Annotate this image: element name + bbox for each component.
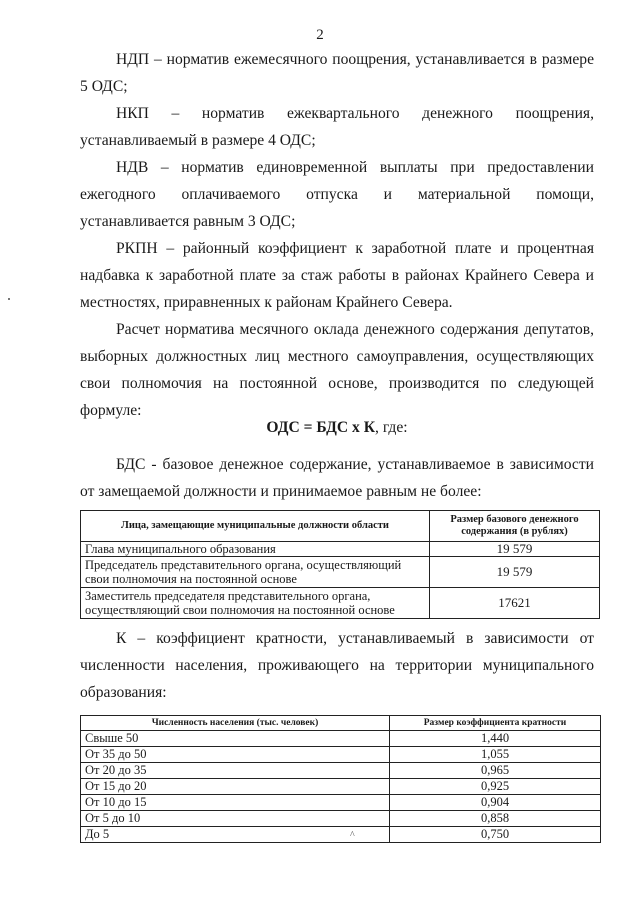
table-cell: Заместитель председателя представительного органа, осуществляющий свои полномочия на постоянной основе (81, 588, 430, 619)
table-row (81, 747, 601, 763)
page-number: 2 (316, 27, 324, 43)
table-cell: Глава муниципального образования (81, 542, 430, 557)
table-header-cell: Лица, замещающие муниципальные должности области (81, 511, 430, 542)
formula-suffix: , где: (375, 419, 408, 436)
table-row (81, 542, 600, 557)
table-row (81, 779, 601, 795)
table-row (81, 811, 601, 827)
paragraph-ndp: НДП – норматив ежемесячного поощрения, устанавливается в размере 5 ОДС; (80, 51, 594, 95)
table-cell: 0,858 (390, 811, 601, 827)
table-cell: 1,440 (390, 731, 601, 747)
scan-mark: ^ (350, 830, 355, 841)
table-row (81, 827, 601, 843)
table-cell: Председатель представительного органа, осуществляющий свои полномочия на постоянной основе (81, 557, 430, 588)
table-header-cell: Численность населения (тыс. человек) (81, 716, 390, 731)
table-cell: Свыше 50 (81, 731, 390, 747)
table-header-row (81, 716, 601, 731)
formula-expression: ОДС = БДС х К (266, 419, 376, 436)
table-cell: От 10 до 15 (81, 795, 390, 811)
table-header-cell: Размер коэффициента кратности (390, 716, 601, 731)
paragraph-raschet: Расчет норматива месячного оклада денежного содержания депутатов, выборных должностных лиц местного самоуправления, осуществляющих свои полномочия на постоянной основе, производится по следующей формуле: (80, 321, 594, 419)
table-cell: 0,750 (390, 827, 601, 843)
table-cell: 0,904 (390, 795, 601, 811)
table-cell: 1,055 (390, 747, 601, 763)
table-row (81, 795, 601, 811)
paragraph-bds: БДС - базовое денежное содержание, устанавливаемое в зависимости от замещаемой должности и принимаемое равным не более: (80, 456, 594, 500)
paragraph-nkp: НКП – норматив ежеквартального денежного поощрения, устанавливаемый в размере 4 ОДС; (80, 105, 594, 149)
paragraph-rkpn: РКПН – районный коэффициент к заработной плате и процентная надбавка к заработной плате за стаж работы в районах Крайнего Севера и местностях, приравненных к районам Крайнего Севера. (80, 240, 594, 311)
table-cell: 19 579 (430, 557, 600, 588)
table-cell: 0,965 (390, 763, 601, 779)
table-header-cell: Размер базового денежного содержания (в рублях) (430, 511, 600, 542)
base-salary-table (80, 510, 600, 619)
table-cell: 0,925 (390, 779, 601, 795)
table-row (81, 557, 600, 588)
table-cell: 17621 (430, 588, 600, 619)
table-row (81, 763, 601, 779)
paragraph-ndv: НДВ – норматив единовременной выплаты при предоставлении ежегодного оплачиваемого отпуска и материальной помощи, устанавливается равным 3 ОДС; (80, 159, 594, 230)
paragraph-k: К – коэффициент кратности, устанавливаемый в зависимости от численности населения, проживающего на территории муниципального образования: (80, 630, 594, 701)
scan-dot (8, 298, 10, 300)
multiplier-table (80, 715, 601, 843)
table-cell: От 15 до 20 (81, 779, 390, 795)
formula (80, 419, 594, 437)
table-cell: От 5 до 10 (81, 811, 390, 827)
table-header-row (81, 511, 600, 542)
table-cell: До 5 (81, 827, 390, 843)
table-cell: 19 579 (430, 542, 600, 557)
table-cell: От 35 до 50 (81, 747, 390, 763)
table-cell: От 20 до 35 (81, 763, 390, 779)
table-row (81, 588, 600, 619)
table-row (81, 731, 601, 747)
